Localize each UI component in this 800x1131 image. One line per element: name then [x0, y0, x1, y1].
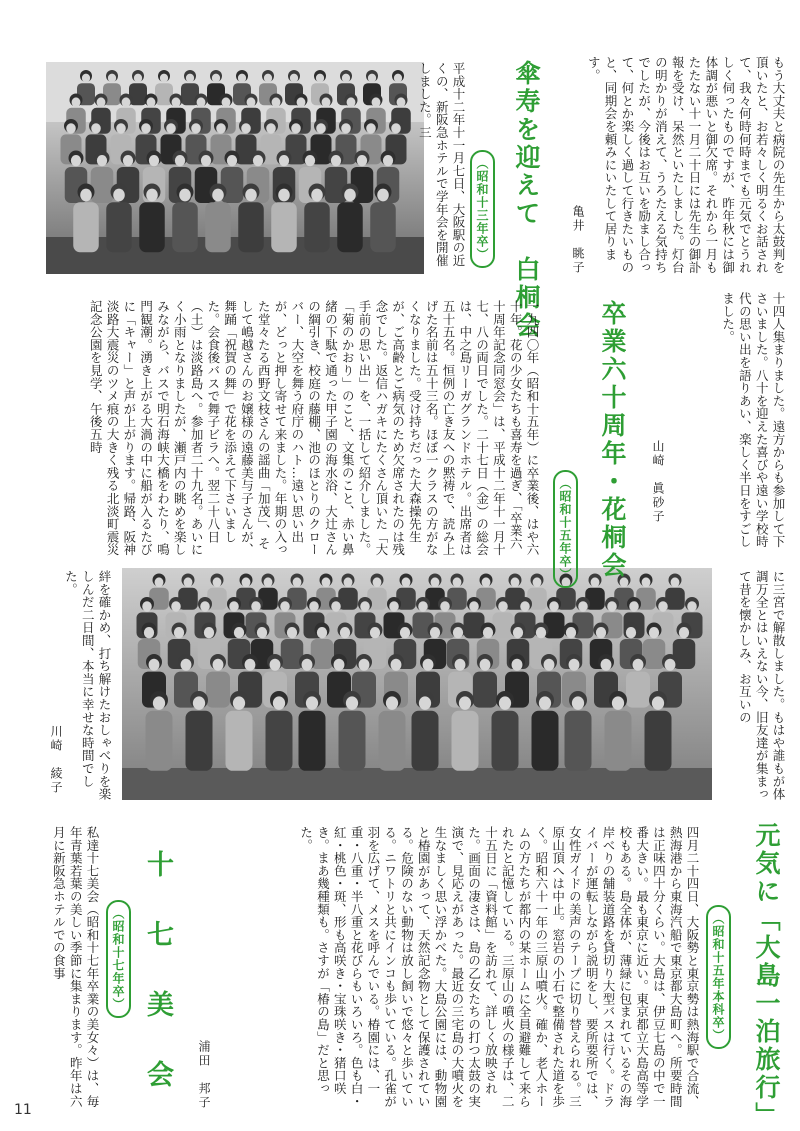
hakutou-title: 傘寿を迎えて 白桐会 — [512, 60, 541, 340]
person-face — [305, 155, 315, 166]
person-face — [360, 601, 370, 612]
person-face — [440, 601, 450, 612]
person-face — [297, 97, 306, 107]
person-face — [418, 601, 428, 612]
person-face — [264, 74, 272, 83]
person-face — [264, 577, 273, 587]
person-face — [607, 601, 617, 612]
person-face — [147, 97, 156, 107]
person-face — [184, 577, 193, 587]
person-face — [357, 155, 367, 166]
person-body — [645, 711, 672, 771]
person-body — [339, 711, 366, 771]
person-face — [113, 189, 125, 202]
person-face — [572, 696, 584, 710]
person-body — [643, 639, 666, 669]
person-face — [179, 189, 191, 202]
person-face — [212, 189, 224, 202]
person-face — [431, 577, 440, 587]
person-face — [122, 97, 131, 107]
kaitou-end-body: 絆を確かめ、打ち解けたおしゃべりを楽しんだ二日間、本当に幸せな時間でした。 — [63, 570, 112, 801]
letter-author: 亀井 眺子 — [571, 205, 585, 275]
hakutou-badge: （昭和十三年卒） — [470, 150, 495, 268]
person-face — [71, 155, 81, 166]
person-face — [280, 601, 290, 612]
person-face — [146, 189, 158, 202]
person-face — [629, 601, 639, 612]
person-face — [665, 659, 676, 671]
person-face — [245, 189, 257, 202]
person-face — [171, 601, 181, 612]
person-face — [216, 123, 226, 134]
person-face — [80, 189, 92, 202]
person-face — [287, 627, 297, 638]
person-face — [191, 123, 201, 134]
person-face — [97, 97, 106, 107]
person-body — [266, 711, 293, 771]
person-face — [272, 97, 281, 107]
person-face — [245, 659, 256, 671]
person-face — [193, 696, 205, 710]
person-face — [566, 627, 576, 638]
person-body — [271, 202, 297, 252]
person-body — [473, 672, 497, 708]
person-face — [181, 659, 192, 671]
person-body — [172, 202, 198, 252]
person-face — [344, 189, 356, 202]
person-face — [247, 97, 256, 107]
person-face — [241, 123, 251, 134]
person-face — [366, 123, 376, 134]
person-face — [512, 659, 523, 671]
juunana-badge: （昭和十七年卒） — [106, 900, 131, 1018]
person-body — [91, 167, 114, 203]
juunana-body: 私達十七美会（昭和十七年卒業の美女々）は、毎年青葉若葉の美しい季節に集まります。昨年は六月に新阪急ホテルでの食事 — [51, 826, 100, 1108]
group-photo-hakutou — [46, 62, 424, 274]
person-face — [370, 627, 380, 638]
person-face — [455, 659, 466, 671]
person-body — [493, 612, 514, 638]
hakutou-body: 平成十二年十一月七日、大阪駅の近くの、新阪急ホテルで学年会を開催しました。三 — [417, 62, 466, 267]
person-face — [482, 577, 491, 587]
person-body — [412, 711, 439, 771]
person-face — [141, 123, 151, 134]
person-face — [539, 696, 551, 710]
person-body — [139, 202, 165, 252]
person-face — [302, 659, 313, 671]
person-face — [66, 123, 76, 134]
person-face — [394, 74, 402, 83]
person-face — [430, 627, 440, 638]
person-face — [658, 601, 668, 612]
person-face — [290, 74, 298, 83]
person-face — [520, 601, 530, 612]
kaitou-tail-author: 山崎 眞砂子 — [651, 440, 665, 524]
page-number: 11 — [14, 1102, 32, 1118]
person-face — [142, 601, 152, 612]
person-face — [82, 74, 90, 83]
person-body — [452, 711, 479, 771]
person-body — [464, 612, 485, 638]
person-body — [73, 202, 99, 252]
person-face — [251, 601, 261, 612]
kaitou-title: 卒業六十周年・花桐会 — [598, 300, 627, 580]
person-face — [97, 155, 107, 166]
person-body — [492, 711, 519, 771]
person-face — [459, 696, 471, 710]
person-face — [153, 696, 165, 710]
person-face — [334, 659, 345, 671]
oshima-body: 四月二十四日、大阪勢と東京勢は熱海駅で合流、熱海港から東海汽船で東京都大島町へ。所要時間は正味四十分くらい。大島は、伊豆七島の中で一番大きい。最も東京に近い。東京都立大島高等学校もある。島全体が、薄緑に包まれているその海岸べりの舗装道路を貸切り大型バスは行く。ドライバーが運転しながら説明をし、要所要所では、女性ガイドの美声のテープに切り替えられる。三原山頂へは中止。窓岩の小石で整備された道を歩く。昭和六十一年の三原山噴火。確か、老人ホームの方たちが都内の某ホームに全員避難して来られたと記憶している。三原山の噴火の様子は、二十五日に「資料館」を訪れて、詳しく放映された。画面の凄さは、島の乙女たちの打つ太鼓の実演で、見応えがあった。最近の三宅島の大噴火を生なましく思い浮かべた。大島公園には、動物園と椿園があって、天然記念物として保護されている。危険のない動物は放し飼いで悠々と歩いている。ニワトリと共にインコも歩いている。孔雀が羽を広げて、メスを呼んでいる。椿園には、一重・八重・半八重と花びらもいろいろ。色も白・紅・桃色・斑、形も高咲き・宝珠咲き・猪口咲き。まあ幾種類も。さすが「椿の島」だと思った。 — [298, 826, 700, 1108]
person-face — [544, 659, 555, 671]
person-face — [596, 627, 606, 638]
person-face — [306, 696, 318, 710]
person-face — [201, 155, 211, 166]
person-body — [304, 202, 330, 252]
person-face — [242, 577, 251, 587]
person-face — [344, 577, 353, 587]
person-face — [679, 627, 689, 638]
person-face — [453, 577, 462, 587]
person-face — [311, 189, 323, 202]
oshima-author: 浦田 邦子 — [197, 1040, 211, 1110]
juunana-title: 十 七 美 会 — [142, 850, 173, 1095]
person-face — [279, 155, 289, 166]
person-face — [359, 659, 370, 671]
person-face — [278, 189, 290, 202]
person-body — [238, 202, 264, 252]
person-face — [626, 627, 636, 638]
person-face — [322, 577, 331, 587]
person-face — [238, 74, 246, 83]
person-body — [565, 711, 592, 771]
person-face — [612, 696, 624, 710]
person-face — [212, 74, 220, 83]
person-face — [331, 155, 341, 166]
letter-body: もう大丈夫と病院の先生から太鼓判を頂いたと、お若々しく明るくお話されて、我々何時何時までも元気でとうれしく伺ったものですが、昨年秋には御体調が悪いと御欠席。それから一月もたたない十一月二十日には先生の御訃報を受け、呆然といたしました。灯台の明かりが消えて、うろたえる気持ちでしたが、今後はお互いを励まし合って、何とか楽しく過して行きたいものと、同期会を頼みにいたして居ります。 — [586, 56, 786, 274]
person-face — [511, 577, 520, 587]
person-face — [123, 155, 133, 166]
person-body — [186, 711, 213, 771]
person-face — [204, 627, 214, 638]
person-face — [72, 97, 81, 107]
person-face — [419, 696, 431, 710]
person-face — [373, 577, 382, 587]
oshima-title: 元気に「大島一泊旅行」 — [752, 822, 781, 1130]
person-face — [229, 601, 239, 612]
person-face — [642, 577, 651, 587]
person-face — [372, 97, 381, 107]
person-body — [106, 202, 132, 252]
person-face — [341, 123, 351, 134]
person-face — [175, 155, 185, 166]
person-face — [227, 155, 237, 166]
person-face — [200, 601, 210, 612]
person-face — [391, 659, 402, 671]
person-face — [160, 74, 168, 83]
person-face — [346, 696, 358, 710]
person-face — [649, 627, 659, 638]
person-face — [687, 601, 697, 612]
person-face — [377, 189, 389, 202]
person-face — [652, 696, 664, 710]
person-face — [172, 97, 181, 107]
person-face — [453, 627, 463, 638]
person-face — [234, 627, 244, 638]
person-face — [423, 659, 434, 671]
person-face — [257, 627, 267, 638]
person-face — [213, 577, 222, 587]
person-body — [337, 202, 363, 252]
person-face — [549, 601, 559, 612]
person-face — [391, 123, 401, 134]
person-face — [368, 74, 376, 83]
kaitou-badge: （昭和十五年卒） — [553, 470, 578, 588]
person-body — [532, 711, 559, 771]
person-body — [226, 711, 253, 771]
person-face — [155, 577, 164, 587]
person-face — [340, 627, 350, 638]
person-face — [116, 123, 126, 134]
person-face — [342, 74, 350, 83]
person-face — [397, 97, 406, 107]
person-face — [347, 97, 356, 107]
person-face — [671, 577, 680, 587]
person-face — [633, 659, 644, 671]
person-face — [498, 601, 508, 612]
person-face — [291, 123, 301, 134]
person-face — [316, 123, 326, 134]
kaitou-body: 一九四〇年（昭和十五年）に卒業後、はや六十年。花の少女たちも喜寿を過ぎ、「卒業六十周年記念同窓会」は、平成十二年十一月十七、八の両日でした。二十七日（金）の総会は、中之島リーガグランドホテル。出席者は五十五名。恒例の亡き友への黙祷で、読み上げた名前は五十三名。ほぼ一クラスの方がなくなりました。受け持ちだった大森操先生が、ご高齢とご病気のため欠席されたのは残念でした。返信ハガキにたくさん頂いた「大手前の思い出」を、一括して紹介しました。「菊のかおり」のこと、文集のこと、赤い鼻緒の下駄で通った甲子園の海水浴、大辻さんの綱引き、校庭の藤棚、池のほとりのクローバー、大空を舞う府庁のハト…遠い思い出が、どっと押し寄せて来ました。年期の入った堂々たる西野文枝さんの謡曲「加茂」、そして嶋越さんのお嬢様の遠藤美与子さんが、舞踊「祝賀の舞」で花を添えて下さいました。会食後バスで舞子ビラへ。翌二十八日（土）は淡路島へ。参加者二十九名。あいにく小雨となりましたが、瀬戸内の眺めを楽しみながら、バスで明石海峡大橋をわたり、鳴門観潮。湧き上がる大渦の中に船が入るたびに「キャー」と声が上がります。帰路、阪神淡路大震災のツメ痕の大きく残る北淡町震災記念公園を見学、午後五時 — [88, 300, 540, 556]
person-face — [144, 627, 154, 638]
person-face — [601, 659, 612, 671]
person-body — [299, 711, 326, 771]
person-face — [389, 601, 399, 612]
person-face — [134, 74, 142, 83]
oshima-badge: （昭和十五年本科卒） — [706, 905, 731, 1049]
person-face — [270, 659, 281, 671]
person-face — [149, 155, 159, 166]
person-face — [166, 123, 176, 134]
person-face — [469, 601, 479, 612]
person-face — [174, 627, 184, 638]
person-face — [91, 123, 101, 134]
person-face — [480, 659, 491, 671]
person-body — [206, 672, 230, 708]
person-face — [386, 696, 398, 710]
person-face — [400, 627, 410, 638]
person-face — [322, 97, 331, 107]
kaitou-end-author: 川崎 綾子 — [49, 725, 63, 795]
person-face — [578, 601, 588, 612]
person-face — [253, 155, 263, 166]
kaitou-right-body: に三宮で解散しました。もはや誰もが体調万全とはいえない今、旧友達が集まって昔を懐かしみ、お互いの — [737, 570, 786, 801]
person-face — [309, 601, 319, 612]
person-body — [605, 711, 632, 771]
person-face — [222, 97, 231, 107]
person-face — [266, 123, 276, 134]
person-face — [483, 627, 493, 638]
person-face — [197, 97, 206, 107]
person-face — [499, 696, 511, 710]
person-face — [108, 74, 116, 83]
person-face — [273, 696, 285, 710]
kaitou-tail-body: 十四人集まりました。遠方からも参加して下さいました。八十を迎えた喜びや遠い学校時代の思い出を語りあい、楽しく半日をすごしました。 — [720, 292, 786, 548]
group-photo-kaitou — [122, 568, 712, 800]
person-body — [205, 202, 231, 252]
person-face — [331, 601, 341, 612]
person-face — [293, 577, 302, 587]
person-face — [383, 155, 393, 166]
person-body — [146, 711, 173, 771]
person-face — [317, 627, 327, 638]
person-face — [233, 696, 245, 710]
person-face — [213, 659, 224, 671]
person-face — [186, 74, 194, 83]
person-face — [316, 74, 324, 83]
person-face — [513, 627, 523, 638]
person-face — [533, 577, 542, 587]
person-body — [379, 711, 406, 771]
person-body — [370, 202, 396, 252]
person-body — [626, 672, 650, 708]
person-face — [569, 659, 580, 671]
person-face — [149, 659, 160, 671]
person-face — [536, 627, 546, 638]
person-face — [402, 577, 411, 587]
